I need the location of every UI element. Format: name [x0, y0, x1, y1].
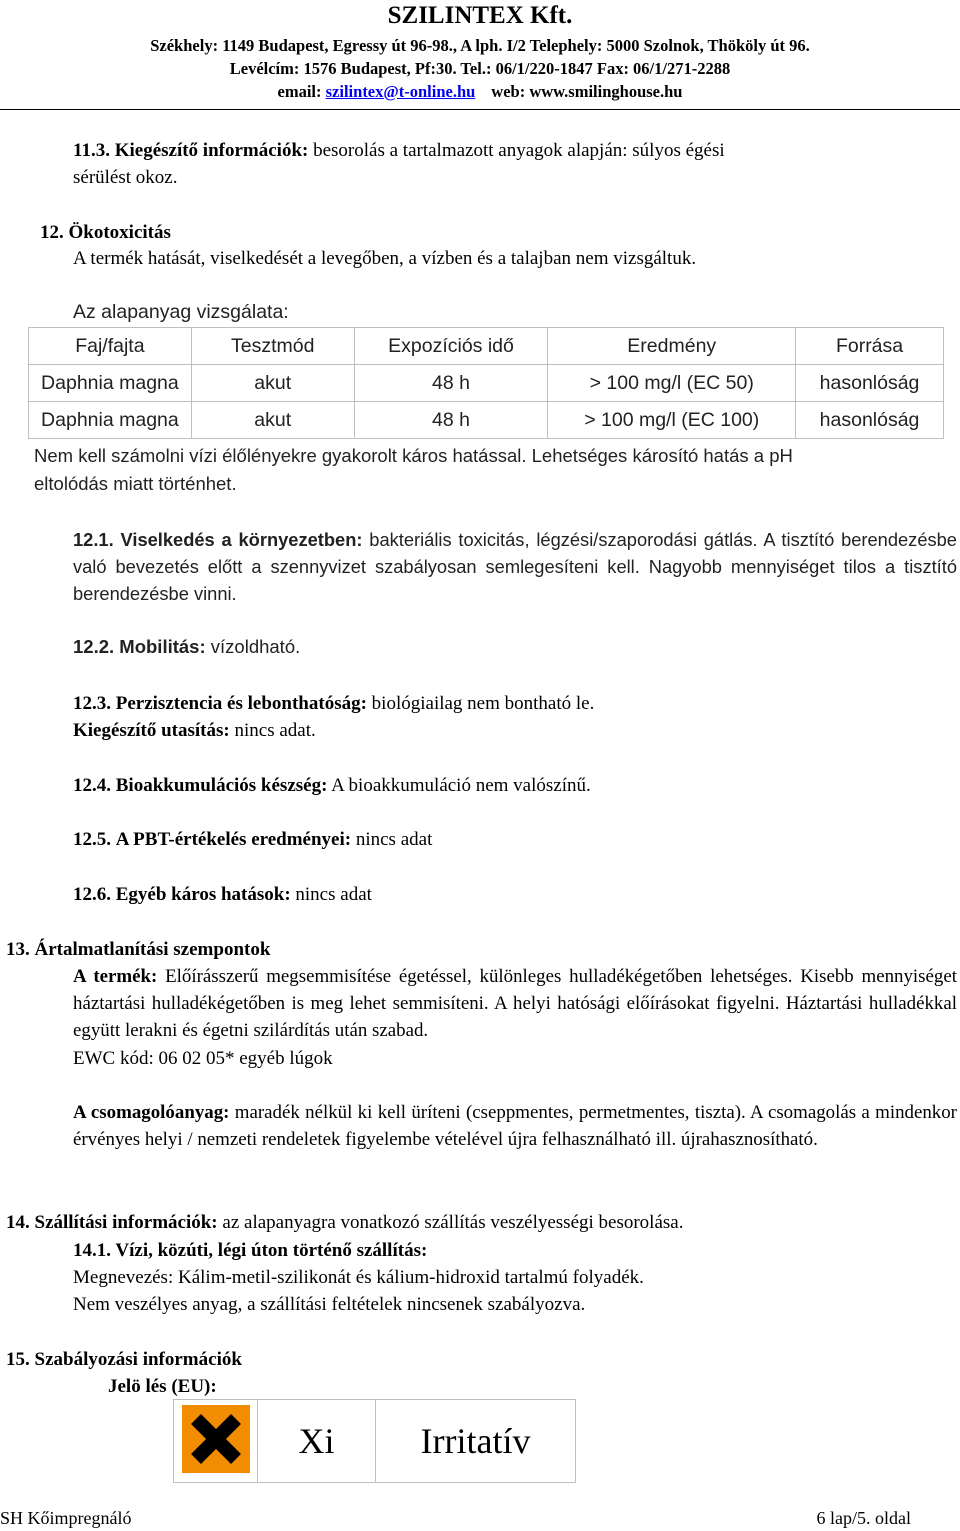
section-13-packaging: [73, 1099, 957, 1153]
table-cell: hasonlóság: [796, 402, 944, 439]
table-cell: akut: [191, 365, 354, 402]
column-header: Eredmény: [548, 328, 796, 365]
hazard-code: Xi: [258, 1400, 376, 1483]
table-cell: hasonlóság: [796, 365, 944, 402]
packaging-text: maradék nélkül ki kell üríteni (cseppmentes, permetmentes, tiszta). A csomagolás a mindenkor érvényes helyi / nemzeti rendeletek figyelembe vételével újra felhasználható ill. újrahasznosítható.: [73, 1102, 957, 1150]
table-cell: > 100 mg/l (EC 50): [548, 365, 796, 402]
table-cell: 48 h: [354, 402, 548, 439]
section-title: Bioakkumulációs készség:: [115, 775, 328, 796]
company-name: SZILINTEX Kft.: [387, 2, 573, 29]
irritant-cross-icon: [181, 1404, 251, 1474]
section-13-title: 13. Ártalmatlanítási szempontok: [6, 939, 271, 960]
hazard-symbol-cell: [174, 1400, 258, 1483]
section-text: bakteriális toxicitás, légzési/szaporodási gátlás. A tisztító berendezésbe való bevezetés előtt a szennyvizet szabályosan semlegesíteni kell. Nagyobb mennyiséget tilos a tisztító berendezésbe vinni.: [73, 529, 957, 604]
section-14-1-title: 14.1. Vízi, közúti, légi úton történő szállítás:: [73, 1240, 428, 1261]
section-number: 11.3.: [73, 140, 110, 161]
table-header-row: [29, 328, 944, 365]
section-title: Kiegészítő információk:: [114, 140, 309, 161]
section-number: 12.5.: [73, 829, 111, 850]
section-12-5: [73, 826, 432, 853]
section-title: 14. Szállítási információk:: [6, 1212, 218, 1233]
table-note: Nem kell számolni vízi élőlényekre gyakorolt káros hatással. Lehetséges károsító hatás a pH: [34, 445, 793, 466]
section-12-3: [73, 690, 594, 717]
hazard-label-table: [173, 1399, 576, 1483]
labelling-title: Jelö lés (EU):: [108, 1376, 217, 1397]
table-cell: Daphnia magna: [29, 402, 192, 439]
section-12-6: [73, 881, 372, 908]
web-address: web: www.smilinghouse.hu: [491, 82, 683, 101]
table-cell: 48 h: [354, 365, 548, 402]
table-cell: akut: [191, 402, 354, 439]
section-text: az alapanyagra vonatkozó szállítás veszélyességi besorolása.: [222, 1212, 684, 1233]
section-text: biológiailag nem bontható le.: [371, 693, 595, 714]
email-link[interactable]: szilintex@t-online.hu: [325, 82, 476, 101]
section-number: 12.6.: [73, 884, 111, 905]
header-mail-address: Levélcím: 1576 Budapest, Pf:30. Tel.: 06/1/220-1847 Fax: 06/1/271-2288: [229, 59, 731, 78]
section-12-title: 12. Ökotoxicitás: [40, 222, 171, 243]
section-text: nincs adat: [355, 829, 433, 850]
email-label: email:: [277, 82, 326, 101]
section-title: Egyéb káros hatások:: [115, 884, 291, 905]
column-header: Faj/fajta: [29, 328, 192, 365]
section-text: A bioakkumuláció nem valószínű.: [331, 775, 591, 796]
section-12-3-extra: [73, 717, 316, 744]
section-12-1: [73, 526, 957, 607]
section-13-product: [73, 963, 957, 1044]
section-12-4: [73, 772, 591, 799]
ewc-code: EWC kód: 06 02 05* egyéb lúgok: [73, 1048, 333, 1069]
section-title: Viselkedés a környezetben:: [120, 529, 363, 550]
header-address: Székhely: 1149 Budapest, Egressy út 96-98., A lph. I/2 Telephely: 5000 Szolnok, Thököly út 96.: [150, 36, 810, 55]
section-title: Kiegészítő utasítás:: [73, 720, 230, 741]
header-contacts: [0, 82, 960, 102]
section-title: Mobilitás:: [119, 636, 206, 657]
table-row: [29, 402, 944, 439]
footer-product: SH Kőimpregnáló: [0, 1508, 132, 1528]
table-caption: Az alapanyag vizsgálata:: [73, 301, 289, 323]
column-header: Forrása: [796, 328, 944, 365]
transport-note: Nem veszélyes anyag, a szállítási feltételek nincsenek szabályozva.: [73, 1294, 586, 1315]
section-text-cont: sérülést okoz.: [73, 167, 178, 188]
transport-name: Megnevezés: Kálim-metil-szilikonát és kálium-hidroxid tartalmú folyadék.: [73, 1267, 644, 1288]
toxicity-table: [28, 327, 944, 439]
table-cell: Daphnia magna: [29, 365, 192, 402]
table-note-cont: eltolódás miatt történhet.: [34, 473, 237, 494]
header-divider: [0, 109, 960, 110]
section-15-title: 15. Szabályozási információk: [6, 1349, 242, 1370]
section-number: 12.2.: [73, 636, 115, 657]
section-text: nincs adat: [295, 884, 372, 905]
hazard-text: Irritatív: [376, 1400, 576, 1483]
section-number: 12.1.: [73, 529, 114, 550]
section-14: [6, 1209, 683, 1236]
column-header: Tesztmód: [191, 328, 354, 365]
section-text: vízoldható.: [210, 636, 301, 657]
packaging-label: A csomagolóanyag:: [73, 1102, 230, 1123]
section-12-text: A termék hatását, viselkedését a levegőben, a vízben és a talajban nem vizsgáltuk.: [73, 248, 697, 269]
section-12-2: [73, 636, 300, 658]
section-text: besorolás a tartalmazott anyagok alapján: súlyos égési: [313, 140, 725, 161]
section-number: 12.3.: [73, 693, 111, 714]
section-title: Perzisztencia és lebonthatóság:: [115, 693, 367, 714]
footer-page: 6 lap/5. oldal: [816, 1508, 911, 1528]
table-cell: > 100 mg/l (EC 100): [548, 402, 796, 439]
section-title: A PBT-értékelés eredményei:: [115, 829, 352, 850]
section-11-3: [73, 137, 725, 164]
product-label: A termék:: [73, 966, 158, 987]
table-row: [29, 365, 944, 402]
column-header: Expozíciós idő: [354, 328, 548, 365]
product-text: Előírásszerű megsemmisítése égetéssel, különleges hulladékégetőben lehetséges. Kisebb mennyiséget háztartási hulladékégetőben is meg lehet semmisíteni. A helyi hatósági előírásokat figyelni. Háztartási hulladékkal együtt lerakni és égetni szilárdítás után szabad.: [73, 966, 957, 1041]
section-number: 12.4.: [73, 775, 111, 796]
section-text: nincs adat.: [234, 720, 316, 741]
